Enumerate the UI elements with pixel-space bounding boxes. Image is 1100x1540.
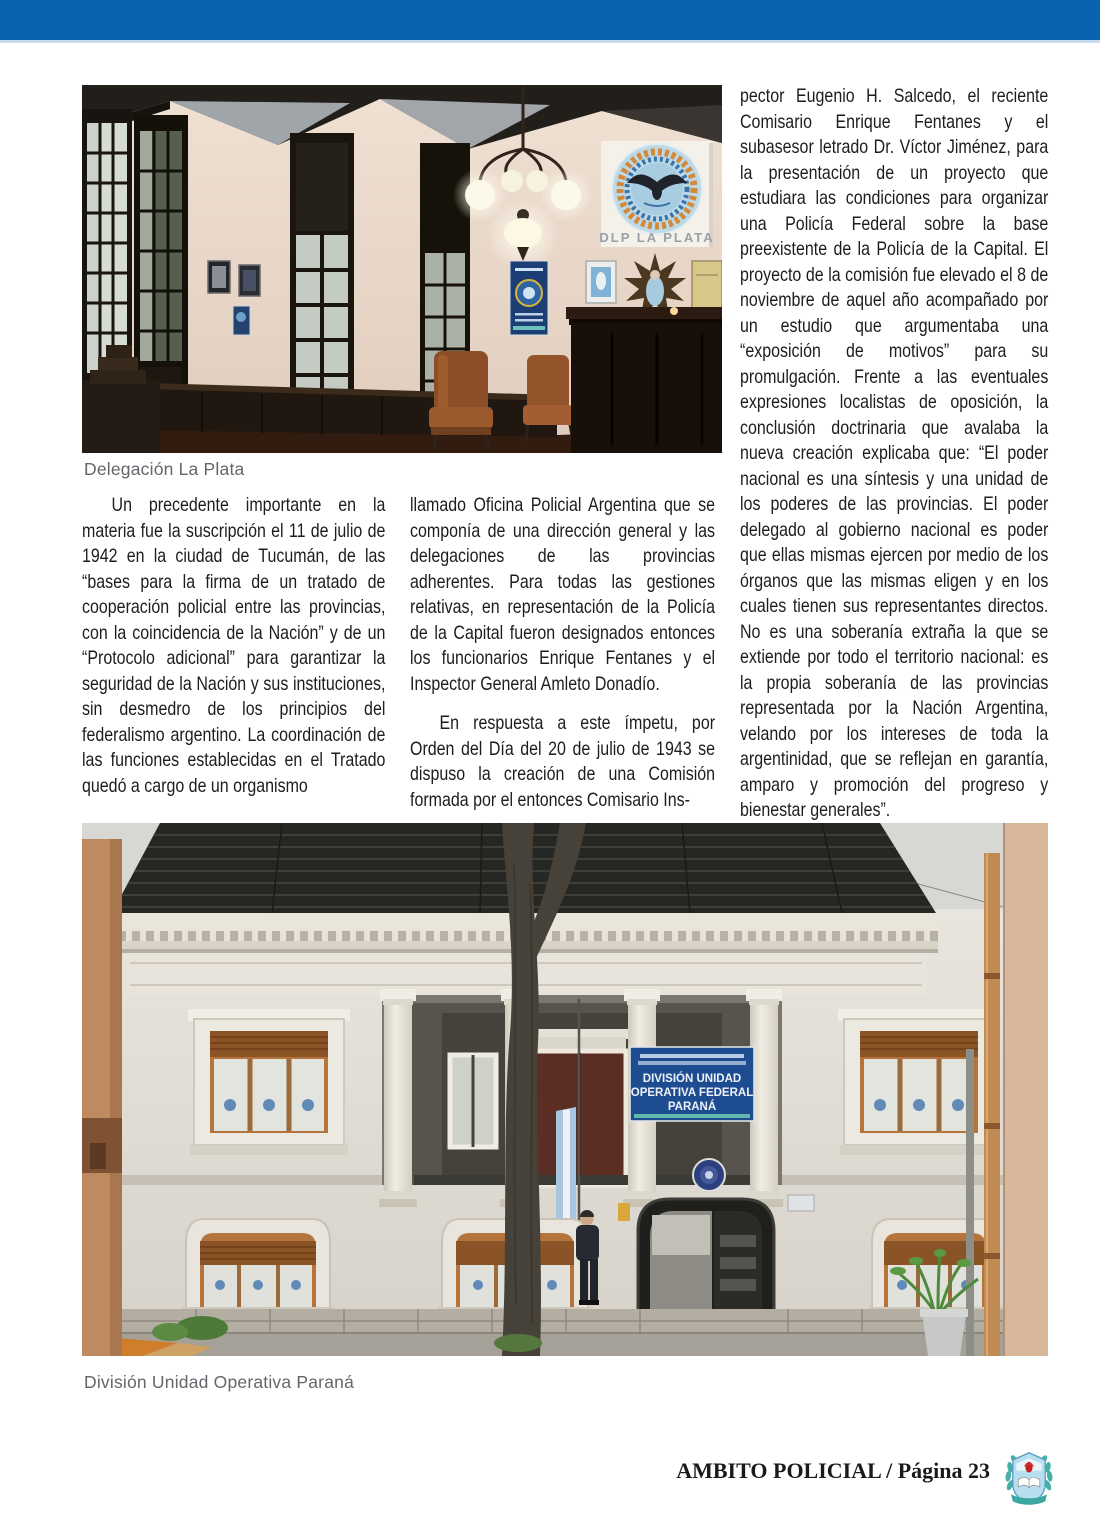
mantel-counter [566,307,722,453]
paragraph: pector Eugenio H. Salcedo, el reciente Comisario Enrique Fentanes y el subasesor letrado Dr. Víctor Jiménez, para la presentación de un proyecto que estudiara las condiciones para organizar una Policía Federal sobre la base preexistente de la Policía de la Capital. El proyecto de la comisión fue elevado el 8 de noviembre de aquel año acompañado por un estudio que argumentaba una “exposición de motivos” para su promulgación. Frente a las eventuales expresiones localistas de oposición, la conclusión doctrinaria que avalaba la nueva creación explicaba que: “El poder nacional es una síntesis y una unidad de los poderes de las provincias. El poder delegado al gobierno nacional es poder que ellas mismas ejercen por medio de los órganos que las mismas eligen y en los cuales tienen sus representantes directos. No es una soberanía extraña la que se extiende por todo el territorio nacional: es la propia soberanía de las provincias representada por la Nación Argentina, velando por los intereses de toda la argentinidad, que se reflejan en garantía, amparo y promoción del progreso y bienestar generales”. [740,85,1049,821]
article-column-2 [410,493,715,827]
blue-poster [510,261,548,335]
paragraph: En respuesta a este ímpetu, por Orden del Día del 20 de julio de 1943 se dispuso la creación de una Comisión formada por el entonces Comisario Ins- [410,712,716,811]
article-column-3 [740,84,1048,838]
division-sign [630,1047,754,1121]
paragraph: Un precedente importante en la materia fue la suscripción el 11 de julio de 1942 en la ciudad de Tucumán, de las “bases para la firma de un tratado de cooperación policial entre las provincias, con la coincidencia de la Nación” y de un “Protocolo adicional” para garantizar la seguridad de la Nación y sus instituciones, sin desmedro de los principios del federalismo argentino. La coordinación de las funciones establecidas en el Tratado quedó a cargo de un organismo [82,494,386,797]
dlp-plaque [599,141,714,247]
sign-line-3: PARANÁ [667,1101,717,1113]
mantel-picture [586,261,616,303]
paragraph: llamado Oficina Policial Argentina que se componía de una dirección general y las delegaciones de las provincias adherentes. Para todas las gestiones relativas, en representación de la Policía de la Capital fueron designados entonces los funcionarios Enrique Fentanes y el Inspector General Amleto Donadío. [410,494,716,695]
caption-bottom-photo: División Unidad Operativa Paraná [84,1372,355,1392]
neighbor-building-right [984,823,1048,1356]
plaque-text: DLP LA PLATA [599,230,715,245]
magazine-crest-logo [1002,1448,1056,1508]
caption-top-photo: Delegación La Plata [84,459,245,479]
photo-delegacion-la-plata [82,85,722,453]
upper-window-right [838,1009,1000,1155]
sign-line-2: OPERATIVA FEDERAL [630,1087,754,1099]
wall-plaque [788,1195,814,1211]
yellow-box [618,1203,630,1221]
article-column-1 [82,493,385,813]
footer-page-label: AMBITO POLICIAL / Página 23 [676,1458,990,1483]
upper-window-left [188,1009,350,1155]
header-bar [0,0,1100,40]
header-bar-edge [0,40,1100,43]
ground-window-left [182,1219,334,1315]
neighbor-building-left [82,839,122,1356]
photo-division-unidad-operativa-parana [82,823,1048,1356]
sign-line-1: DIVISIÓN UNIDAD [642,1073,742,1085]
display-case [692,261,722,315]
stone-base [122,1309,1004,1333]
